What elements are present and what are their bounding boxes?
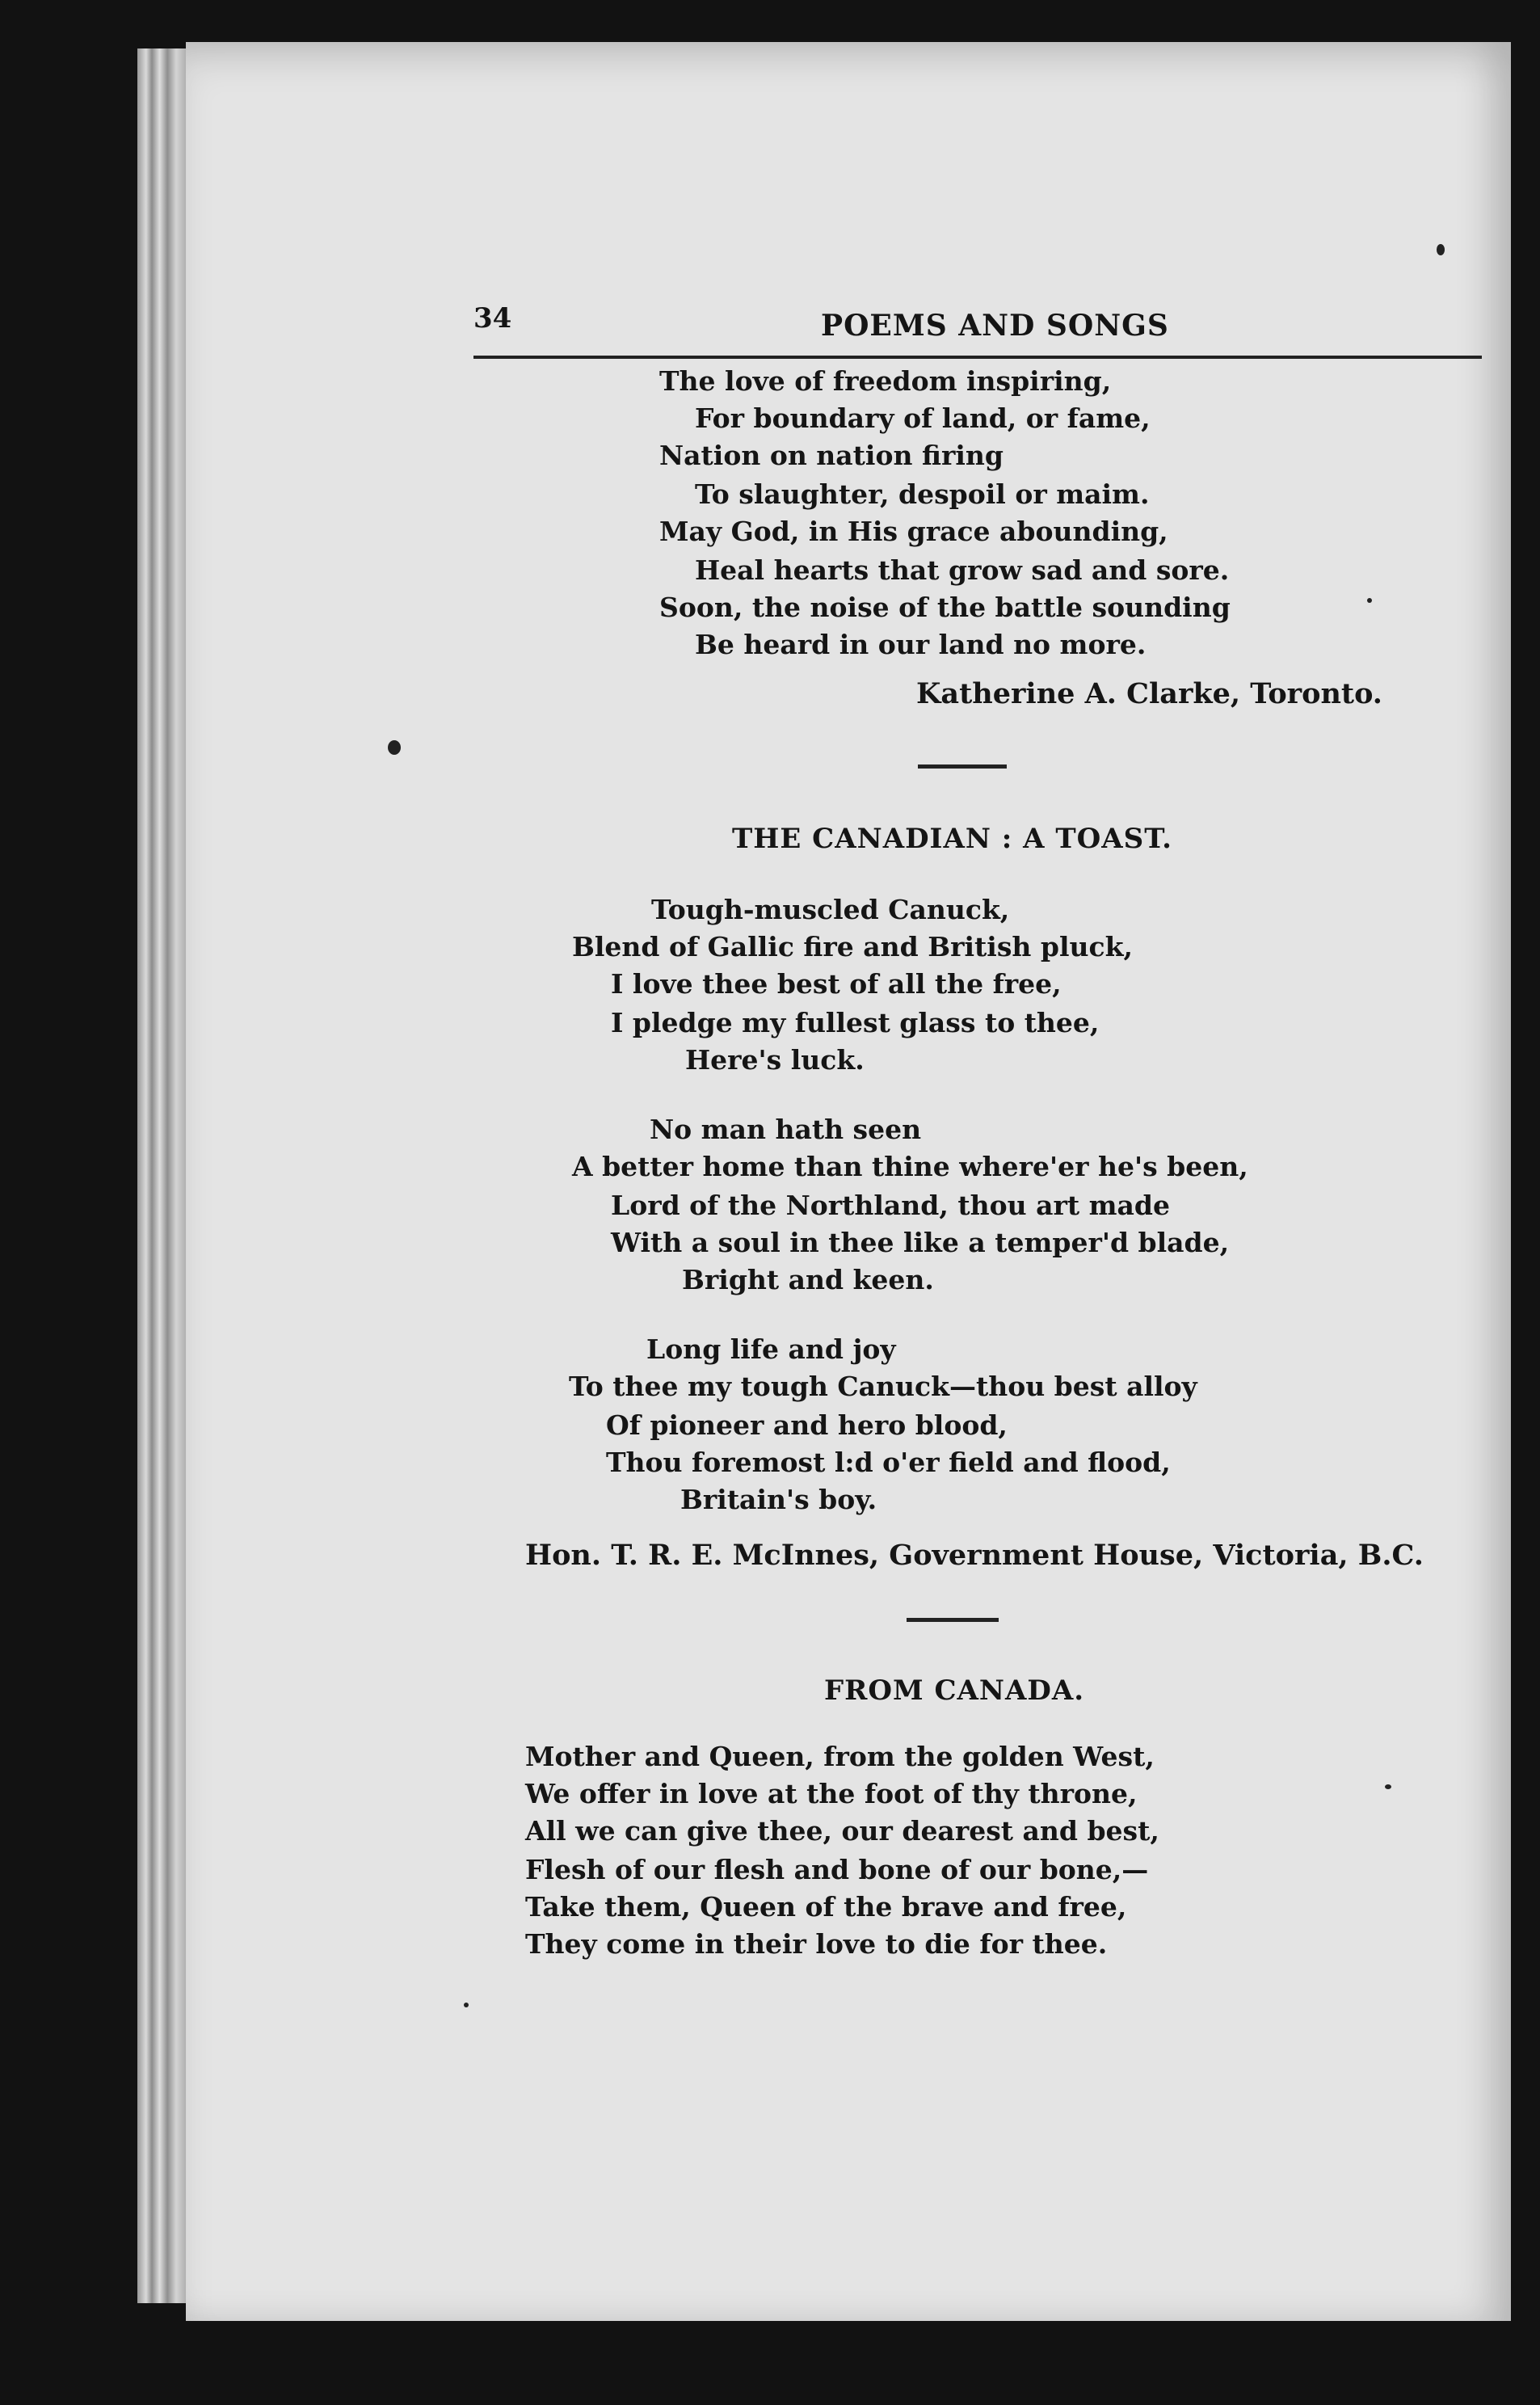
poem-line: The love of freedom inspiring, [659, 365, 1112, 397]
poem-line: Be heard in our land no more. [695, 629, 1147, 660]
section-divider [907, 1618, 999, 1622]
poem-line: I pledge my fullest glass to thee, [611, 1007, 1100, 1038]
poem-line: Tough-muscled Canuck, [651, 894, 1010, 925]
page-number: 34 [473, 302, 512, 335]
dust-speck [1437, 244, 1445, 255]
poem-title: FROM CANADA. [824, 1674, 1085, 1707]
poem-line: Nation on nation firing [659, 440, 1004, 471]
poem-line: Mother and Queen, from the golden West, [525, 1741, 1155, 1772]
header-rule [473, 356, 1482, 359]
poem-line: Of pioneer and hero blood, [606, 1409, 1008, 1441]
poem-line: No man hath seen [650, 1114, 922, 1145]
poem-line: Thou foremost l:d o'er field and flood, [606, 1447, 1171, 1478]
poem-line: May God, in His grace abounding, [659, 516, 1168, 547]
book-page [186, 42, 1511, 2321]
poem-line: I love thee best of all the free, [611, 968, 1062, 1000]
section-divider [918, 764, 1007, 769]
poem-line: All we can give thee, our dearest and best, [525, 1815, 1159, 1847]
poem-line: Take them, Queen of the brave and free, [525, 1891, 1127, 1923]
poem-line: Bright and keen. [682, 1264, 934, 1295]
poem-line: We offer in love at the foot of thy throne, [525, 1778, 1138, 1809]
poem-line: With a soul in thee like a temper'd blade, [611, 1227, 1230, 1258]
dust-speck [464, 2003, 469, 2007]
poem-line: A better home than thine where'er he's been, [572, 1151, 1248, 1182]
poem-attribution: Katherine A. Clarke, Toronto. [916, 677, 1382, 710]
poem-line: Heal hearts that grow sad and sore. [695, 554, 1230, 586]
dust-speck [1367, 598, 1372, 603]
poem-line: Long life and joy [646, 1333, 896, 1365]
poem-attribution: Hon. T. R. E. McInnes, Government House, Victoria, B.C. [525, 1539, 1424, 1572]
poem-line: Here's luck. [685, 1044, 865, 1076]
poem-line: Flesh of our flesh and bone of our bone,— [525, 1854, 1149, 1885]
poem-title: THE CANADIAN : A TOAST. [732, 823, 1172, 855]
page-header [473, 267, 1482, 365]
dust-speck [1385, 1784, 1391, 1789]
dust-speck [388, 740, 401, 755]
poem-line: For boundary of land, or fame, [695, 402, 1151, 434]
book-page-edges [137, 48, 186, 2303]
poem-line: To slaughter, despoil or maim. [695, 478, 1150, 510]
poem-line: Lord of the Northland, thou art made [611, 1190, 1170, 1221]
running-title: POEMS AND SONGS [821, 309, 1169, 343]
poem-line: Britain's boy. [680, 1484, 877, 1515]
poem-line: To thee my tough Canuck—thou best alloy [569, 1371, 1197, 1402]
poem-line: Blend of Gallic fire and British pluck, [572, 931, 1133, 962]
poem-line: Soon, the noise of the battle sounding [659, 592, 1231, 623]
poem-line: They come in their love to die for thee. [525, 1928, 1108, 1960]
